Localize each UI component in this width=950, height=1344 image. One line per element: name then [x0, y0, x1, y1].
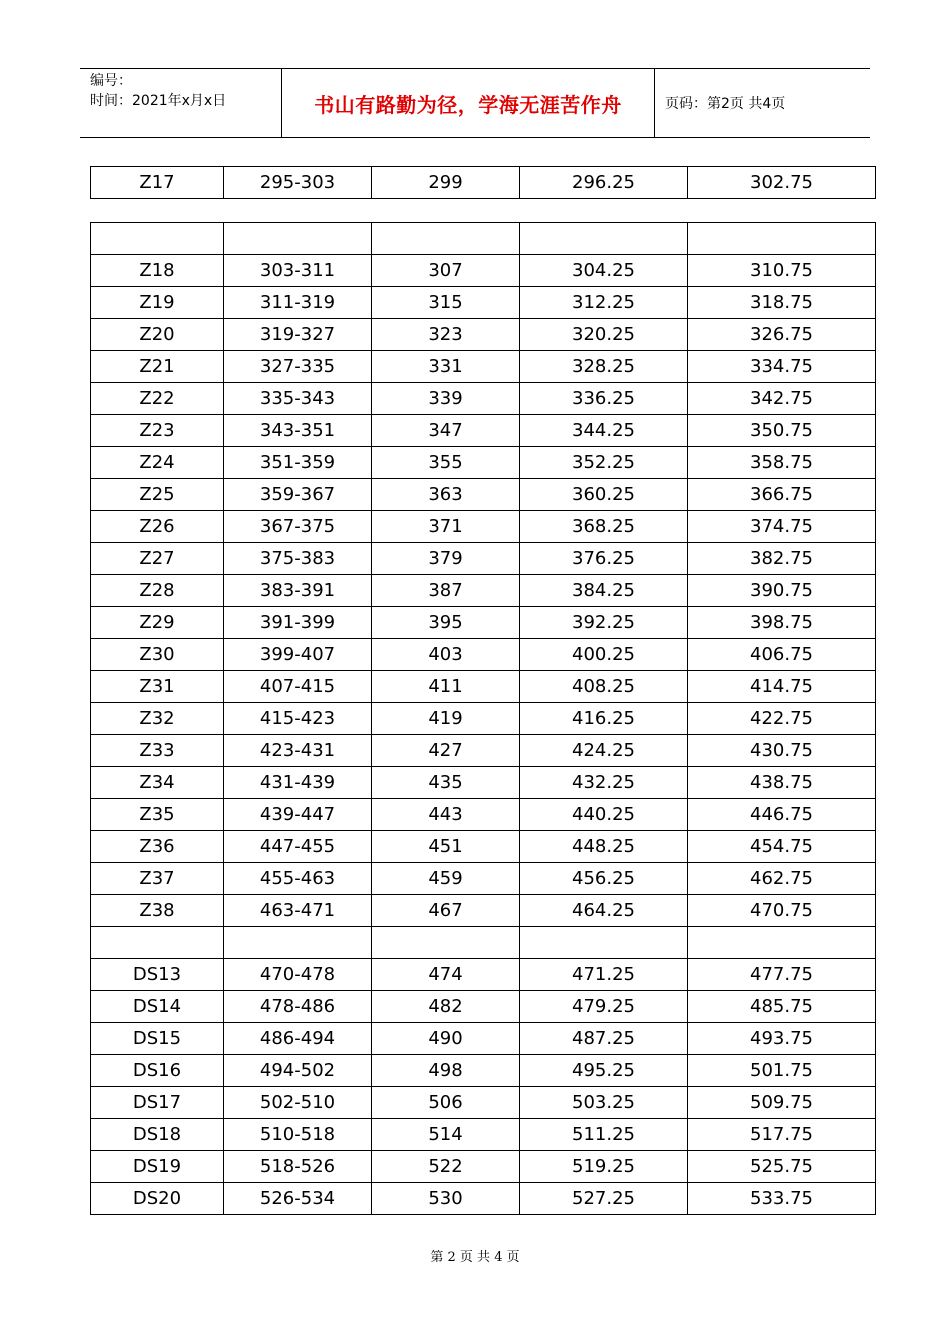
- table-cell: 479.25: [520, 991, 688, 1023]
- table-cell: [372, 223, 520, 255]
- table-cell: Z38: [91, 895, 224, 927]
- table-cell: DS13: [91, 959, 224, 991]
- table-cell: 456.25: [520, 863, 688, 895]
- table-cell: Z32: [91, 703, 224, 735]
- table-cell: 440.25: [520, 799, 688, 831]
- table-cell: 371: [372, 511, 520, 543]
- table-cell: 320.25: [520, 319, 688, 351]
- table-cell: DS16: [91, 1055, 224, 1087]
- table-cell: 307: [372, 255, 520, 287]
- table-cell: Z22: [91, 383, 224, 415]
- table-cell: 318.75: [688, 287, 876, 319]
- table-cell: Z19: [91, 287, 224, 319]
- table-cell: Z18: [91, 255, 224, 287]
- table-cell: 518-526: [224, 1151, 372, 1183]
- table-cell: 351-359: [224, 447, 372, 479]
- table-cell: [520, 223, 688, 255]
- table-cell: Z25: [91, 479, 224, 511]
- table-cell: 527.25: [520, 1183, 688, 1215]
- table-cell: [224, 927, 372, 959]
- table-cell: 485.75: [688, 991, 876, 1023]
- table-cell: 454.75: [688, 831, 876, 863]
- table-cell: 344.25: [520, 415, 688, 447]
- table-cell: 326.75: [688, 319, 876, 351]
- table-cell: 430.75: [688, 735, 876, 767]
- table-cell: 448.25: [520, 831, 688, 863]
- table-cell: 487.25: [520, 1023, 688, 1055]
- table-cell: 347: [372, 415, 520, 447]
- table-cell: 358.75: [688, 447, 876, 479]
- table-row: [91, 1023, 876, 1055]
- table-cell: 352.25: [520, 447, 688, 479]
- table-cell: 424.25: [520, 735, 688, 767]
- table-cell: 495.25: [520, 1055, 688, 1087]
- table-cell: 510-518: [224, 1119, 372, 1151]
- table-cell: 519.25: [520, 1151, 688, 1183]
- table-row: [91, 415, 876, 447]
- table-cell: 403: [372, 639, 520, 671]
- table-cell: 311-319: [224, 287, 372, 319]
- table-cell: 383-391: [224, 575, 372, 607]
- table-cell: 379: [372, 543, 520, 575]
- table-cell: DS20: [91, 1183, 224, 1215]
- table-cell: 319-327: [224, 319, 372, 351]
- table-row: [91, 767, 876, 799]
- table-cell: 517.75: [688, 1119, 876, 1151]
- table-cell: 439-447: [224, 799, 372, 831]
- table-cell: 295-303: [224, 167, 372, 199]
- page-footer: 第 2 页 共 4 页: [430, 1250, 520, 1265]
- table-cell: [688, 223, 876, 255]
- table-cell: 366.75: [688, 479, 876, 511]
- table-cell: 331: [372, 351, 520, 383]
- table-row: [91, 511, 876, 543]
- table-row: [91, 639, 876, 671]
- table-cell: 503.25: [520, 1087, 688, 1119]
- page-header: [80, 68, 870, 138]
- table-row: [91, 895, 876, 927]
- table-cell: 431-439: [224, 767, 372, 799]
- table-row: [91, 1151, 876, 1183]
- table-cell: DS14: [91, 991, 224, 1023]
- table-cell: 447-455: [224, 831, 372, 863]
- channel-table-main: [90, 222, 876, 1215]
- table-cell: 350.75: [688, 415, 876, 447]
- table-cell: 514: [372, 1119, 520, 1151]
- table-cell: 304.25: [520, 255, 688, 287]
- table-row: [91, 831, 876, 863]
- table-row: [91, 863, 876, 895]
- table-row: [91, 223, 876, 255]
- table-cell: 443: [372, 799, 520, 831]
- table-cell: 467: [372, 895, 520, 927]
- table-row: [91, 703, 876, 735]
- table-row: [91, 799, 876, 831]
- table-cell: 335-343: [224, 383, 372, 415]
- table-cell: 526-534: [224, 1183, 372, 1215]
- table-cell: 296.25: [520, 167, 688, 199]
- table-cell: [520, 927, 688, 959]
- table-cell: 533.75: [688, 1183, 876, 1215]
- table-row: [91, 319, 876, 351]
- table-cell: 336.25: [520, 383, 688, 415]
- table-row: [91, 1087, 876, 1119]
- table-cell: Z23: [91, 415, 224, 447]
- number-label: 编号：: [90, 73, 132, 89]
- table-cell: 462.75: [688, 863, 876, 895]
- table-cell: 398.75: [688, 607, 876, 639]
- table-cell: 327-335: [224, 351, 372, 383]
- table-cell: 522: [372, 1151, 520, 1183]
- table-cell: 334.75: [688, 351, 876, 383]
- table-cell: 423-431: [224, 735, 372, 767]
- table-cell: 355: [372, 447, 520, 479]
- table-cell: 302.75: [688, 167, 876, 199]
- table-cell: [91, 223, 224, 255]
- table-cell: 395: [372, 607, 520, 639]
- table-cell: 407-415: [224, 671, 372, 703]
- table-cell: 415-423: [224, 703, 372, 735]
- table-cell: Z31: [91, 671, 224, 703]
- table-row: [91, 287, 876, 319]
- table-cell: 399-407: [224, 639, 372, 671]
- table-row: [91, 575, 876, 607]
- table-cell: 303-311: [224, 255, 372, 287]
- table-cell: DS15: [91, 1023, 224, 1055]
- table-cell: 446.75: [688, 799, 876, 831]
- table-cell: 360.25: [520, 479, 688, 511]
- table-row: [91, 735, 876, 767]
- table-row: [91, 607, 876, 639]
- table-cell: 463-471: [224, 895, 372, 927]
- table-row: [91, 927, 876, 959]
- table-cell: [688, 927, 876, 959]
- table-cell: DS17: [91, 1087, 224, 1119]
- table-cell: [372, 927, 520, 959]
- table-row: [91, 167, 876, 199]
- table-cell: 486-494: [224, 1023, 372, 1055]
- table-cell: Z27: [91, 543, 224, 575]
- table-cell: Z35: [91, 799, 224, 831]
- table-cell: 422.75: [688, 703, 876, 735]
- table-cell: 342.75: [688, 383, 876, 415]
- table-cell: Z36: [91, 831, 224, 863]
- table-cell: 511.25: [520, 1119, 688, 1151]
- table-cell: 323: [372, 319, 520, 351]
- table-row: [91, 1119, 876, 1151]
- table-cell: 455-463: [224, 863, 372, 895]
- table-cell: 400.25: [520, 639, 688, 671]
- table-cell: 470.75: [688, 895, 876, 927]
- table-cell: 494-502: [224, 1055, 372, 1087]
- table-cell: Z29: [91, 607, 224, 639]
- table-cell: Z24: [91, 447, 224, 479]
- table-cell: 459: [372, 863, 520, 895]
- table-cell: 501.75: [688, 1055, 876, 1087]
- table-cell: 414.75: [688, 671, 876, 703]
- table-cell: 299: [372, 167, 520, 199]
- table-cell: 427: [372, 735, 520, 767]
- table-cell: 382.75: [688, 543, 876, 575]
- table-cell: 411: [372, 671, 520, 703]
- table-cell: 391-399: [224, 607, 372, 639]
- table-cell: 493.75: [688, 1023, 876, 1055]
- table-cell: 530: [372, 1183, 520, 1215]
- table-cell: 359-367: [224, 479, 372, 511]
- table-cell: 367-375: [224, 511, 372, 543]
- table-row: [91, 255, 876, 287]
- table-cell: 408.25: [520, 671, 688, 703]
- table-cell: 343-351: [224, 415, 372, 447]
- table-cell: 509.75: [688, 1087, 876, 1119]
- table-cell: 525.75: [688, 1151, 876, 1183]
- table-row: [91, 1183, 876, 1215]
- table-cell: 498: [372, 1055, 520, 1087]
- table-cell: 435: [372, 767, 520, 799]
- header-motto: 书山有路勤为径，学海无涯苦作舟: [282, 69, 655, 137]
- table-cell: 470-478: [224, 959, 372, 991]
- table-cell: Z21: [91, 351, 224, 383]
- table-cell: 406.75: [688, 639, 876, 671]
- table-row: [91, 991, 876, 1023]
- table-cell: 482: [372, 991, 520, 1023]
- table-cell: Z28: [91, 575, 224, 607]
- table-cell: 432.25: [520, 767, 688, 799]
- table-cell: 387: [372, 575, 520, 607]
- table-row: [91, 671, 876, 703]
- table-cell: 310.75: [688, 255, 876, 287]
- table-cell: 464.25: [520, 895, 688, 927]
- table-row: [91, 351, 876, 383]
- table-cell: 438.75: [688, 767, 876, 799]
- time-label: 时间：2021年x月x日: [90, 93, 227, 109]
- table-cell: 502-510: [224, 1087, 372, 1119]
- table-cell: 374.75: [688, 511, 876, 543]
- table-cell: 375-383: [224, 543, 372, 575]
- table-cell: [91, 927, 224, 959]
- header-meta: [80, 69, 282, 137]
- table-cell: Z33: [91, 735, 224, 767]
- table-cell: 363: [372, 479, 520, 511]
- table-cell: Z20: [91, 319, 224, 351]
- table-cell: 474: [372, 959, 520, 991]
- table-cell: 315: [372, 287, 520, 319]
- table-cell: 368.25: [520, 511, 688, 543]
- table-cell: 506: [372, 1087, 520, 1119]
- table-row: [91, 1055, 876, 1087]
- table-cell: 376.25: [520, 543, 688, 575]
- table-cell: [224, 223, 372, 255]
- table-cell: 477.75: [688, 959, 876, 991]
- table-row: [91, 383, 876, 415]
- table-cell: 419: [372, 703, 520, 735]
- table-cell: 390.75: [688, 575, 876, 607]
- table-cell: Z34: [91, 767, 224, 799]
- table-row: [91, 479, 876, 511]
- table-cell: 416.25: [520, 703, 688, 735]
- table-cell: 339: [372, 383, 520, 415]
- table-cell: DS18: [91, 1119, 224, 1151]
- table-cell: Z26: [91, 511, 224, 543]
- table-cell: 328.25: [520, 351, 688, 383]
- header-page-info: 页码：第2页 共4页: [665, 96, 786, 112]
- table-row: [91, 447, 876, 479]
- table-row: [91, 543, 876, 575]
- table-cell: 392.25: [520, 607, 688, 639]
- table-cell: DS19: [91, 1151, 224, 1183]
- table-cell: Z17: [91, 167, 224, 199]
- table-cell: 451: [372, 831, 520, 863]
- channel-table-top: [90, 166, 876, 199]
- table-cell: 490: [372, 1023, 520, 1055]
- table-row: [91, 959, 876, 991]
- table-cell: 471.25: [520, 959, 688, 991]
- table-cell: 312.25: [520, 287, 688, 319]
- table-cell: Z37: [91, 863, 224, 895]
- table-cell: 384.25: [520, 575, 688, 607]
- table-cell: 478-486: [224, 991, 372, 1023]
- table-cell: Z30: [91, 639, 224, 671]
